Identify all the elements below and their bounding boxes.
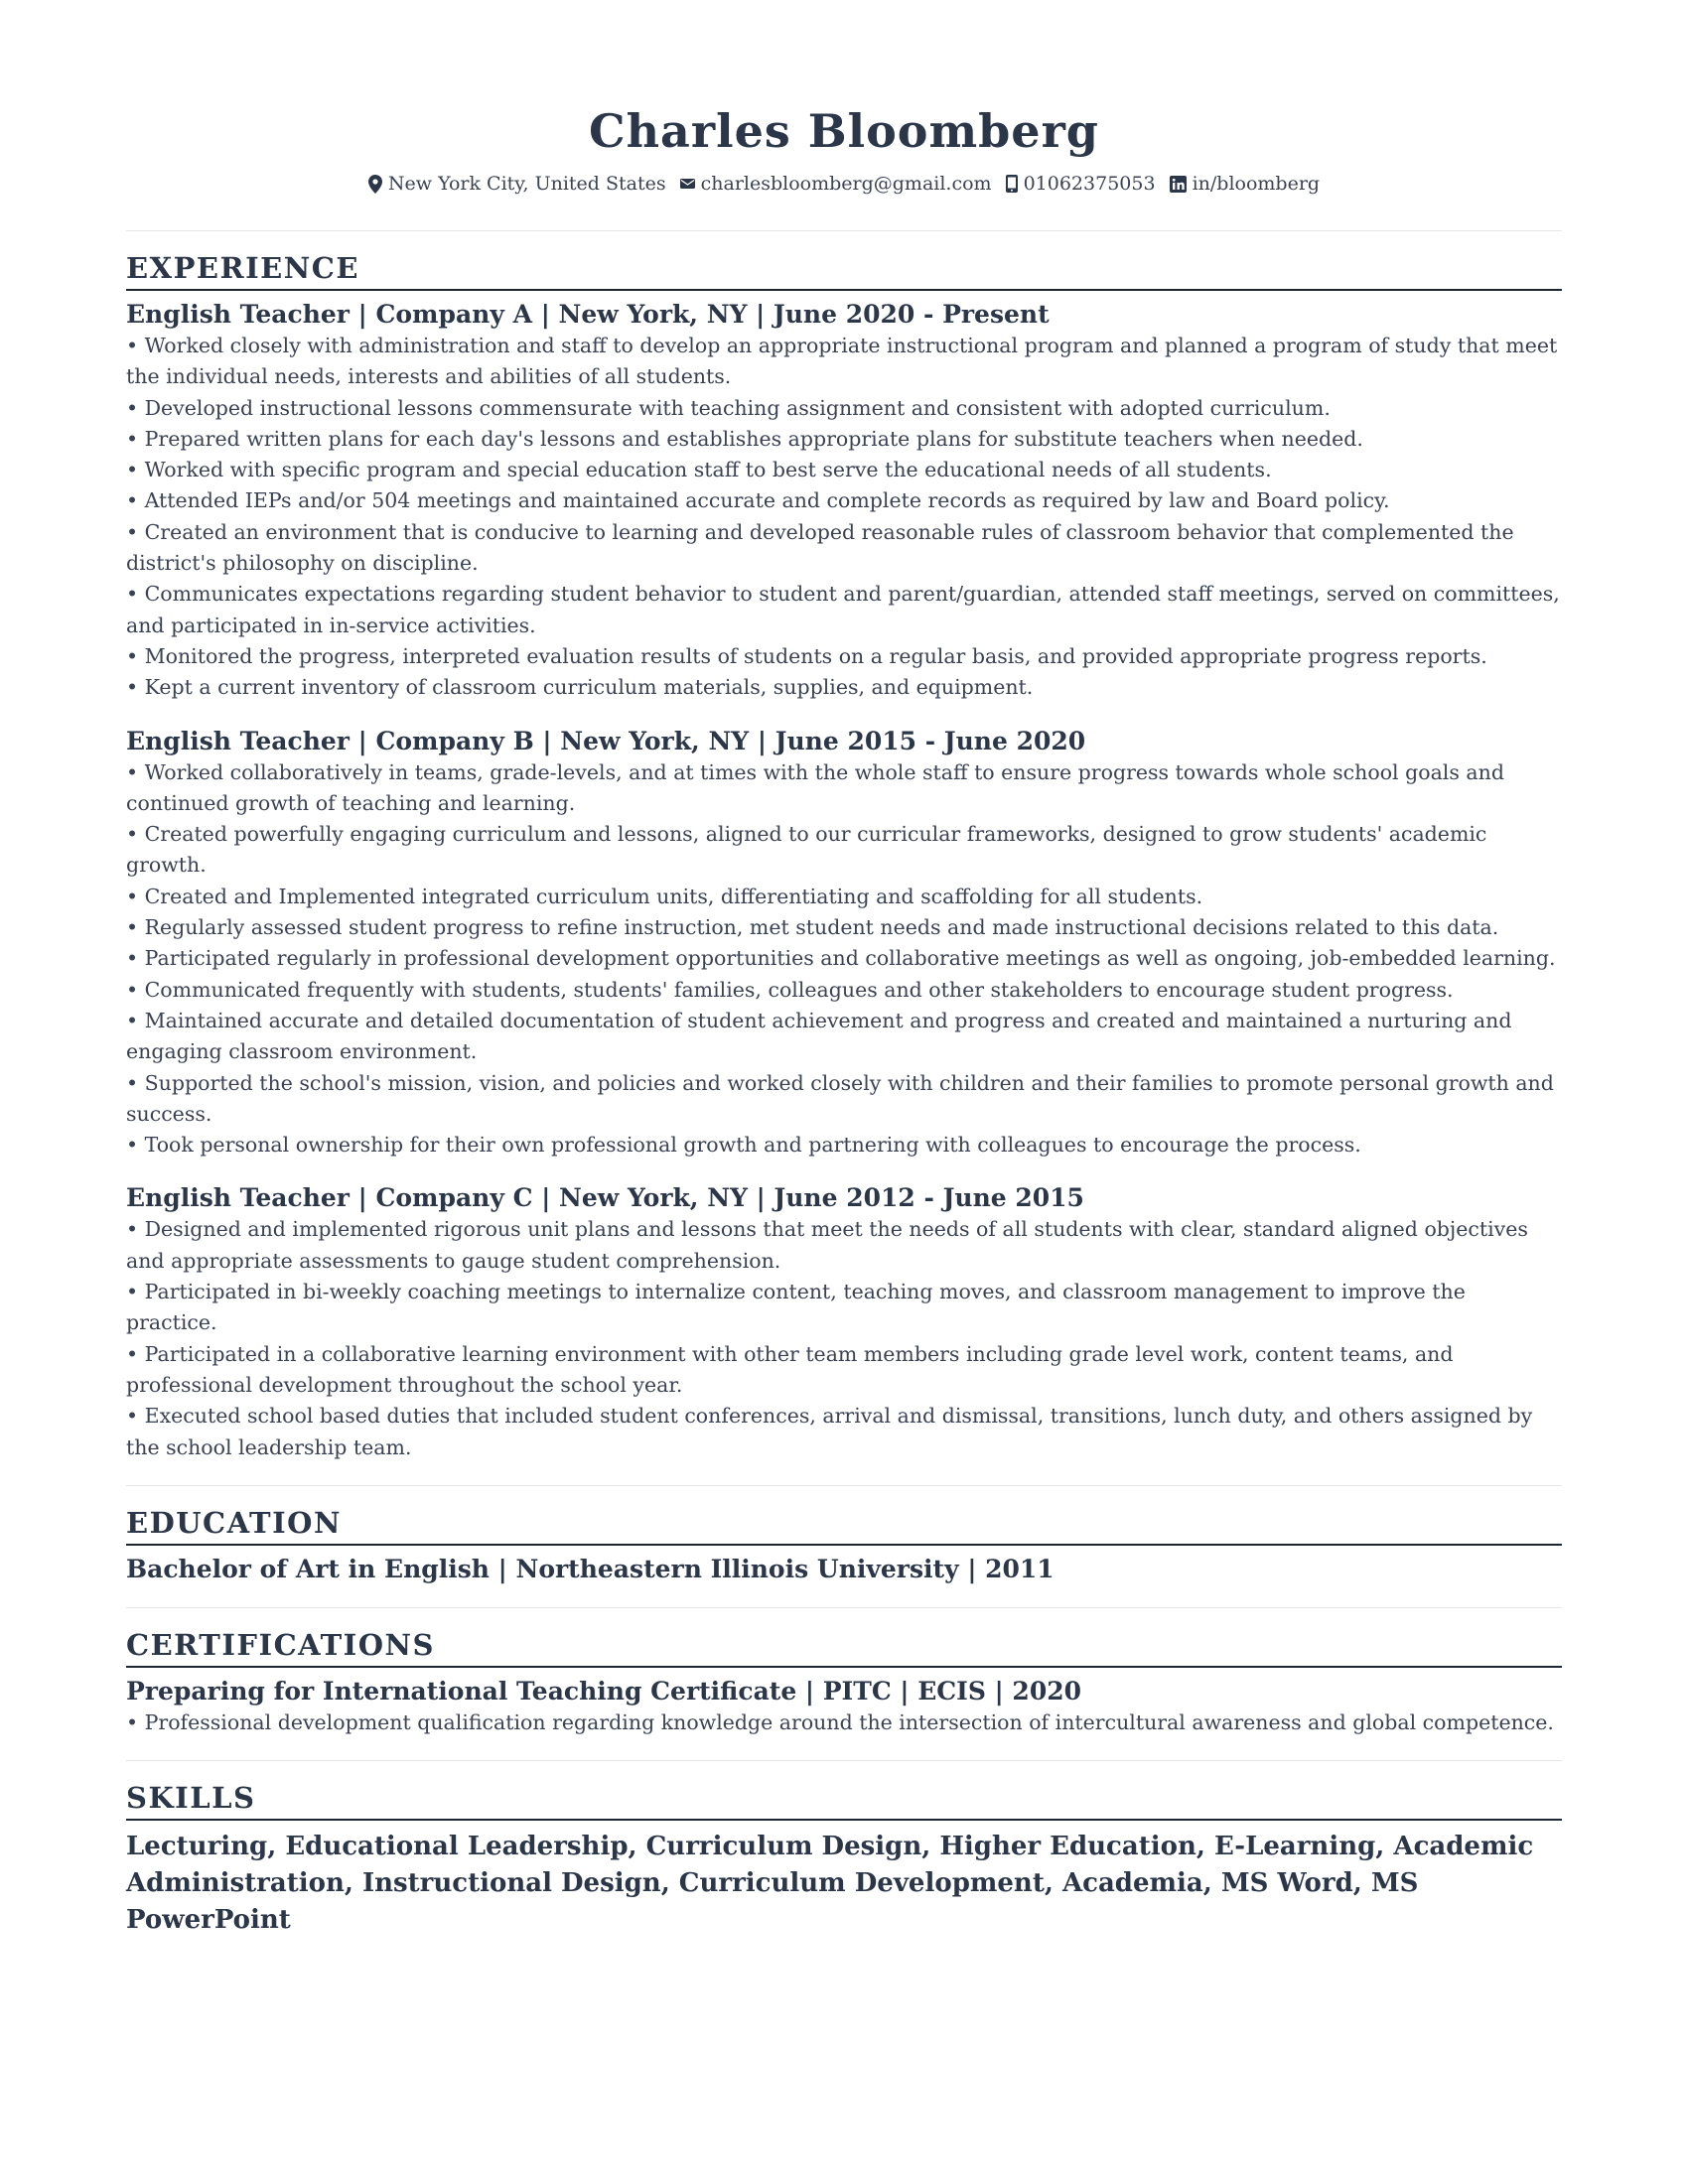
section-divider <box>126 1485 1562 1486</box>
bullet-item: • Regularly assessed student progress to refine instruction, met student needs and made instructional decisions related to this data. <box>126 915 1499 940</box>
bullet-item: • Took personal ownership for their own professional growth and partnering with colleagues to encourage the process. <box>126 1133 1361 1158</box>
bullet-item: • Executed school based duties that included student conferences, arrival and dismissal, transitions, lunch duty, and others assigned by the school leadership team. <box>126 1404 1533 1459</box>
bullet-item: • Prepared written plans for each day's lessons and establishes appropriate plans for substitute teachers when needed. <box>126 426 1363 451</box>
bullet-item: • Worked collaboratively in teams, grade-levels, and at times with the whole staff to ensure progress towards whole school goals and continued growth of teaching and learning. <box>126 759 1504 815</box>
bullet-item: • Designed and implemented rigorous unit plans and lessons that meet the needs of all students with clear, standard aligned objectives and appropriate assessments to gauge student comprehension. <box>126 1217 1528 1273</box>
bullet-item: • Worked with specific program and special education staff to best serve the educational needs of all students. <box>126 458 1272 482</box>
certifications-title: CERTIFICATIONS <box>126 1626 1562 1668</box>
bullet-item: • Professional development qualification regarding knowledge around the intersection of intercultural awareness and global competence. <box>126 1709 1554 1734</box>
bullet-item: • Participated regularly in professional development opportunities and collaborative meetings as well as ongoing, job-embedded learning. <box>126 946 1556 971</box>
job-entry-company-a <box>126 299 1562 704</box>
location-pin-icon <box>368 175 382 194</box>
bullet-item: • Communicated frequently with students, students' families, colleagues and other stakeholders to encourage student progress. <box>126 977 1454 1002</box>
candidate-name: Charles Bloomberg <box>589 104 1099 158</box>
education-entry <box>126 1554 1562 1585</box>
certification-entry <box>126 1676 1562 1738</box>
contact-location <box>368 171 666 197</box>
linkedin-text[interactable]: in/bloomberg <box>1192 173 1321 195</box>
bullet-item: • Kept a current inventory of classroom curriculum materials, supplies, and equipment. <box>126 675 1034 700</box>
linkedin-icon <box>1170 176 1187 193</box>
contact-linkedin[interactable] <box>1170 171 1321 197</box>
header-divider <box>126 230 1562 231</box>
bullet-item: • Participated in bi-weekly coaching meetings to internalize content, teaching moves, and classroom management to improve the practice. <box>126 1280 1466 1335</box>
contact-email[interactable] <box>680 171 992 197</box>
experience-title: EXPERIENCE <box>126 249 1562 291</box>
bullet-item: • Created and Implemented integrated curriculum units, differentiating and scaffolding for all students. <box>126 884 1203 908</box>
skills-title: SKILLS <box>126 1779 1562 1821</box>
education-title: EDUCATION <box>126 1504 1562 1546</box>
section-divider <box>126 1607 1562 1608</box>
bullet-item: • Communicates expectations regarding student behavior to student and parent/guardian, attended staff meetings, served on committees, and participated in in-service activities. <box>126 582 1560 637</box>
skills-list: Lecturing, Educational Leadership, Curriculum Design, Higher Education, E-Learning, Academic Administration, Instructional Design, Curriculum Development, Academia, MS Word, MS PowerPoint <box>126 1832 1534 1936</box>
education-heading: Bachelor of Art in English | Northeastern Illinois University | 2011 <box>126 1554 1055 1583</box>
mobile-phone-icon <box>1006 175 1018 193</box>
job-bullets <box>126 331 1562 704</box>
phone-text: 01062375053 <box>1023 173 1156 195</box>
bullet-item: • Attended IEPs and/or 504 meetings and maintained accurate and complete records as required by law and Board policy. <box>126 488 1390 513</box>
email-text[interactable]: charlesbloomberg@gmail.com <box>700 173 992 195</box>
bullet-item: • Supported the school's mission, vision, and policies and worked closely with children and their families to promote personal growth and success. <box>126 1070 1554 1126</box>
education-section <box>126 1504 1562 1585</box>
job-heading: English Teacher | Company C | New York, NY | June 2012 - June 2015 <box>126 1183 1084 1213</box>
bullet-item: • Developed instructional lessons commensurate with teaching assignment and consistent with adopted curriculum. <box>126 395 1331 420</box>
section-divider <box>126 1760 1562 1761</box>
location-text: New York City, United States <box>387 173 666 195</box>
contact-phone <box>1006 171 1156 197</box>
certifications-section <box>126 1626 1562 1738</box>
experience-section <box>126 249 1562 1463</box>
bullet-item: • Participated in a collaborative learning environment with other team members including grade level work, content teams, and professional development throughout the school year. <box>126 1341 1454 1397</box>
bullet-item: • Worked closely with administration and staff to develop an appropriate instructional program and planned a program of study that meet the individual needs, interests and abilities of all students. <box>126 334 1558 389</box>
job-bullets <box>126 757 1562 1161</box>
certification-bullets <box>126 1707 1562 1738</box>
bullet-item: • Monitored the progress, interpreted evaluation results of students on a regular basis, and provided appropriate progress reports. <box>126 643 1487 668</box>
job-bullets <box>126 1214 1562 1462</box>
skills-section <box>126 1779 1562 1939</box>
certification-heading: Preparing for International Teaching Certificate | PITC | ECIS | 2020 <box>126 1676 1081 1706</box>
contact-bar <box>126 171 1562 197</box>
job-entry-company-c <box>126 1182 1562 1462</box>
job-heading: English Teacher | Company B | New York, NY | June 2015 - June 2020 <box>126 726 1086 755</box>
bullet-item: • Created powerfully engaging curriculum and lessons, aligned to our curricular frameworks, designed to grow students' academic growth. <box>126 822 1487 878</box>
job-heading: English Teacher | Company A | New York, NY | June 2020 - Present <box>126 300 1050 329</box>
envelope-icon <box>680 178 695 190</box>
job-entry-company-b <box>126 726 1562 1161</box>
bullet-item: • Maintained accurate and detailed documentation of student achievement and progress and created and maintained a nurturing and engaging classroom environment. <box>126 1008 1512 1064</box>
bullet-item: • Created an environment that is conducive to learning and developed reasonable rules of classroom behavior that complemented the district's philosophy on discipline. <box>126 519 1514 576</box>
